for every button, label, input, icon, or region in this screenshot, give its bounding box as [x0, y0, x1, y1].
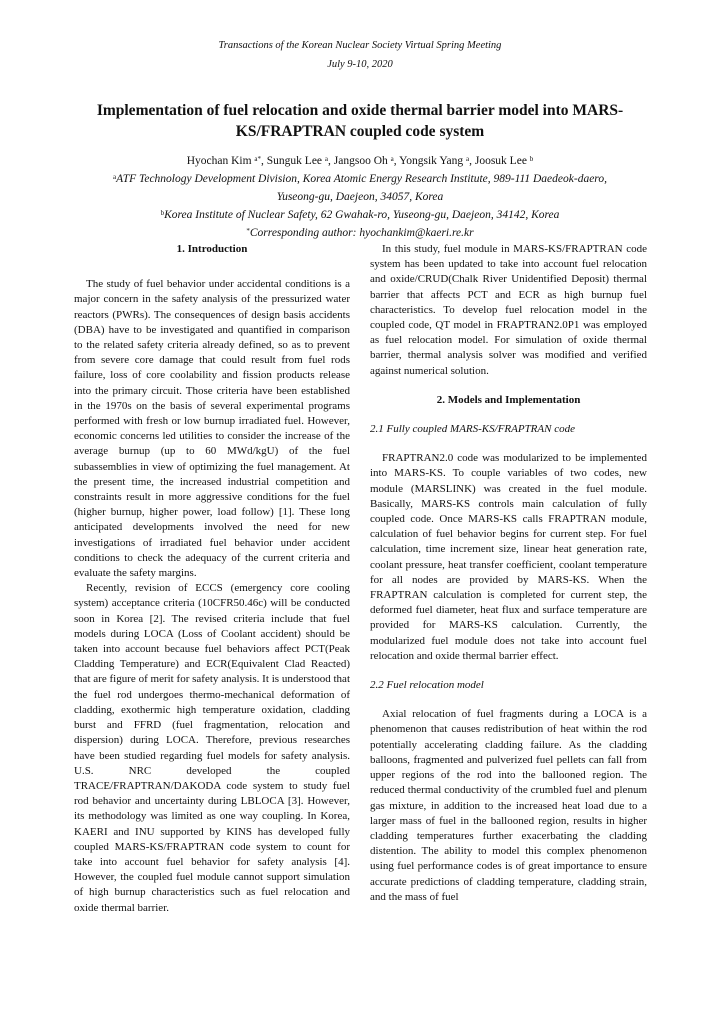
section-heading: 1. Introduction — [176, 243, 248, 255]
subsection-heading: 2.1 Fully coupled MARS-KS/FRAPTRAN code — [370, 423, 575, 436]
section-heading: 2. Models and Implementation — [436, 393, 581, 406]
conference-name: Transactions of the Korean Nuclear Society Virtual Spring Meeting — [218, 40, 502, 51]
corresponding-text: Corresponding author: hyochankim@kaeri.re.kr — [249, 227, 474, 239]
corresponding-author — [40, 224, 680, 242]
author-name: Hyochan Kim — [186, 155, 252, 167]
author-mark: a — [324, 155, 329, 163]
affiliation-a — [40, 170, 680, 206]
author-mark: a* — [254, 155, 262, 163]
paragraph: Axial relocation of fuel fragments during a LOCA is a phenomenon that causes redistribution of heat within the rod potentially accelerating cladding failure. As the cladding balloons, fragmented and pulverized fuel pellets can fall from upper regions of the rod into the ballooned region. The reduced thermal conductivity of the crumbled fuel and plenum gas mixture, in addition to the increased heat load due to a larger mass of fuel in the ballooned region, results in higher cladding temperatures further exacerbating the cladding distention. The ability to model this complex phenomenon using fuel performance codes is of great importance to ensure accurate predictions of cladding temperature, cladding strain, and the mass of fuel — [370, 708, 647, 903]
author-name: Jangsoo Oh — [333, 155, 388, 167]
paragraph: FRAPTRAN2.0 code was modularized to be implemented into MARS-KS. To couple variables of two codes, new module (MARSLINK) was created in the fuel module. Basically, MARS-KS controls main calculation of fully coupled code. Once MARS-KS calls FRAPTRAN module, calculation of fuel behavior begins for current step. For fuel calculation, time increment size, linear heat generation rate, coolant pressure, heat transfer coefficient, coolant temperature for all nodes are provided by MARS-KS. When the FRAPTRAN calculation is completed for current step, the deformed fuel diameter, heat flux and surface temperature are provided for MARS-KS calculation. Currently, the modularized fuel module does not take into account fuel relocation and oxide thermal barrier effect. — [370, 452, 647, 662]
paragraph: The study of fuel behavior under accidental conditions is a major concern in the safety analysis of the pressurized water reactors (PWRs). The consequences of design basis accidents (DBA) have to be investigated and quantified in comparison to the related safety criteria already defined, so as to prevent from severe core damage that could result from fuel rods failure, loss of core coolability and fission products release into the primary circuit. Those criteria have been established in the 1970s on the basis of several experimental programs performed with fresh or low burnup irradiated fuel. However, economic concerns led utilities to consider the increase of the average burnup (up to 60 MWd/kgU) of the fuel subassemblies in view of optimizing the fuel management. At the present time, the increased industrial competition and constraints result in more aggressive conditions for the fuel (higher burnup, higher power, load follow) [1]. These long anticipated developments involved the need for new investigations of irradiated fuel behavior under accident conditions to check the adequacy of the current criteria and evaluate the safety margins. — [74, 278, 350, 580]
author-name: Sunguk Lee — [266, 155, 323, 167]
page-header — [0, 36, 720, 74]
affiliation-text: ATF Technology Development Division, Korea Atomic Energy Research Institute, 989-111 Daedeok-daero, — [116, 173, 607, 185]
affiliation-b — [40, 206, 680, 224]
affiliation-text: Korea Institute of Nuclear Safety, 62 Gwahak-ro, Yuseong-gu, Daejeon, 34142, Korea — [164, 209, 560, 221]
paper-title: Implementation of fuel relocation and oxide thermal barrier model into MARS-KS/FRAPTRAN coupled code system — [96, 102, 624, 140]
conference-dates: July 9-10, 2020 — [327, 59, 393, 70]
subsection-heading: 2.2 Fuel relocation model — [370, 679, 484, 692]
paragraph: In this study, fuel module in MARS-KS/FRAPTRAN code system has been updated to take into account fuel relocation and oxide/CRUD(Chalk River Unidentified Deposit) thermal barrier that affects PCT and ECR as high burnup fuel characteristics. To develop fuel relocation model in the coupled code, QT model in FRAPTRAN2.0P1 was employed as fuel relocation model. For simulation of oxide thermal barrier, thermal analysis solver was modified and verified against numerical solution. — [370, 243, 647, 377]
right-column — [370, 242, 647, 905]
author-name: Yongsik Yang — [399, 155, 464, 167]
author-mark: a — [390, 155, 394, 163]
affiliation-text: Yuseong-gu, Daejeon, 34057, Korea — [276, 191, 444, 203]
author-list: Hyochan Kim $^{a*}$, Sunguk Lee $^a$, Jangsoo Oh $^a$, Yongsik Yang $^a$, Joosuk Lee $^b$ — [186, 155, 534, 167]
affiliation-mark: b — [160, 209, 165, 217]
author-mark: b — [529, 155, 534, 163]
paragraph: Recently, revision of ECCS (emergency core cooling system) acceptance criteria (10CFR50.46c) will be conducted soon in Korea [2]. The revised criteria include that fuel models during LOCA (Loss of Coolant accident) should be taken into account because fuel behaviors affect PCT(Peak Cladding Temperature) and ECR(Equivalent Clad Reacted) that are figure of merit for safety analysis. It is understood that the fuel rod undergoes thermo-mechanical deformation of cladding, exothermic high temperature oxidation, cladding burst and FFRD (fuel fragmentation, relocation and dispersion) during LOCA. Therefore, previous researches have been studied regarding fuel models for safety analysis. U.S. NRC developed the coupled TRACE/FRAPTRAN/DAKODA code system to study fuel rod behavior and uncertainty during LBLOCA [3]. However, its methodology was limited as one way coupling. In Korea, KAERI and INU supported by KINS has developed fully coupled MARS-KS/FRAPTRAN code system to count for take into account fuel behavior for safety analysis [4]. However, the coupled fuel module cannot support simulation of high burnup characteristics such as fuel relocation and oxide thermal barrier. — [74, 582, 350, 914]
author-mark: a — [466, 155, 470, 163]
corresponding-mark: * — [246, 227, 250, 235]
left-column — [74, 242, 350, 916]
affiliation-mark: a — [113, 173, 117, 181]
author-name: Joosuk Lee — [474, 155, 527, 167]
